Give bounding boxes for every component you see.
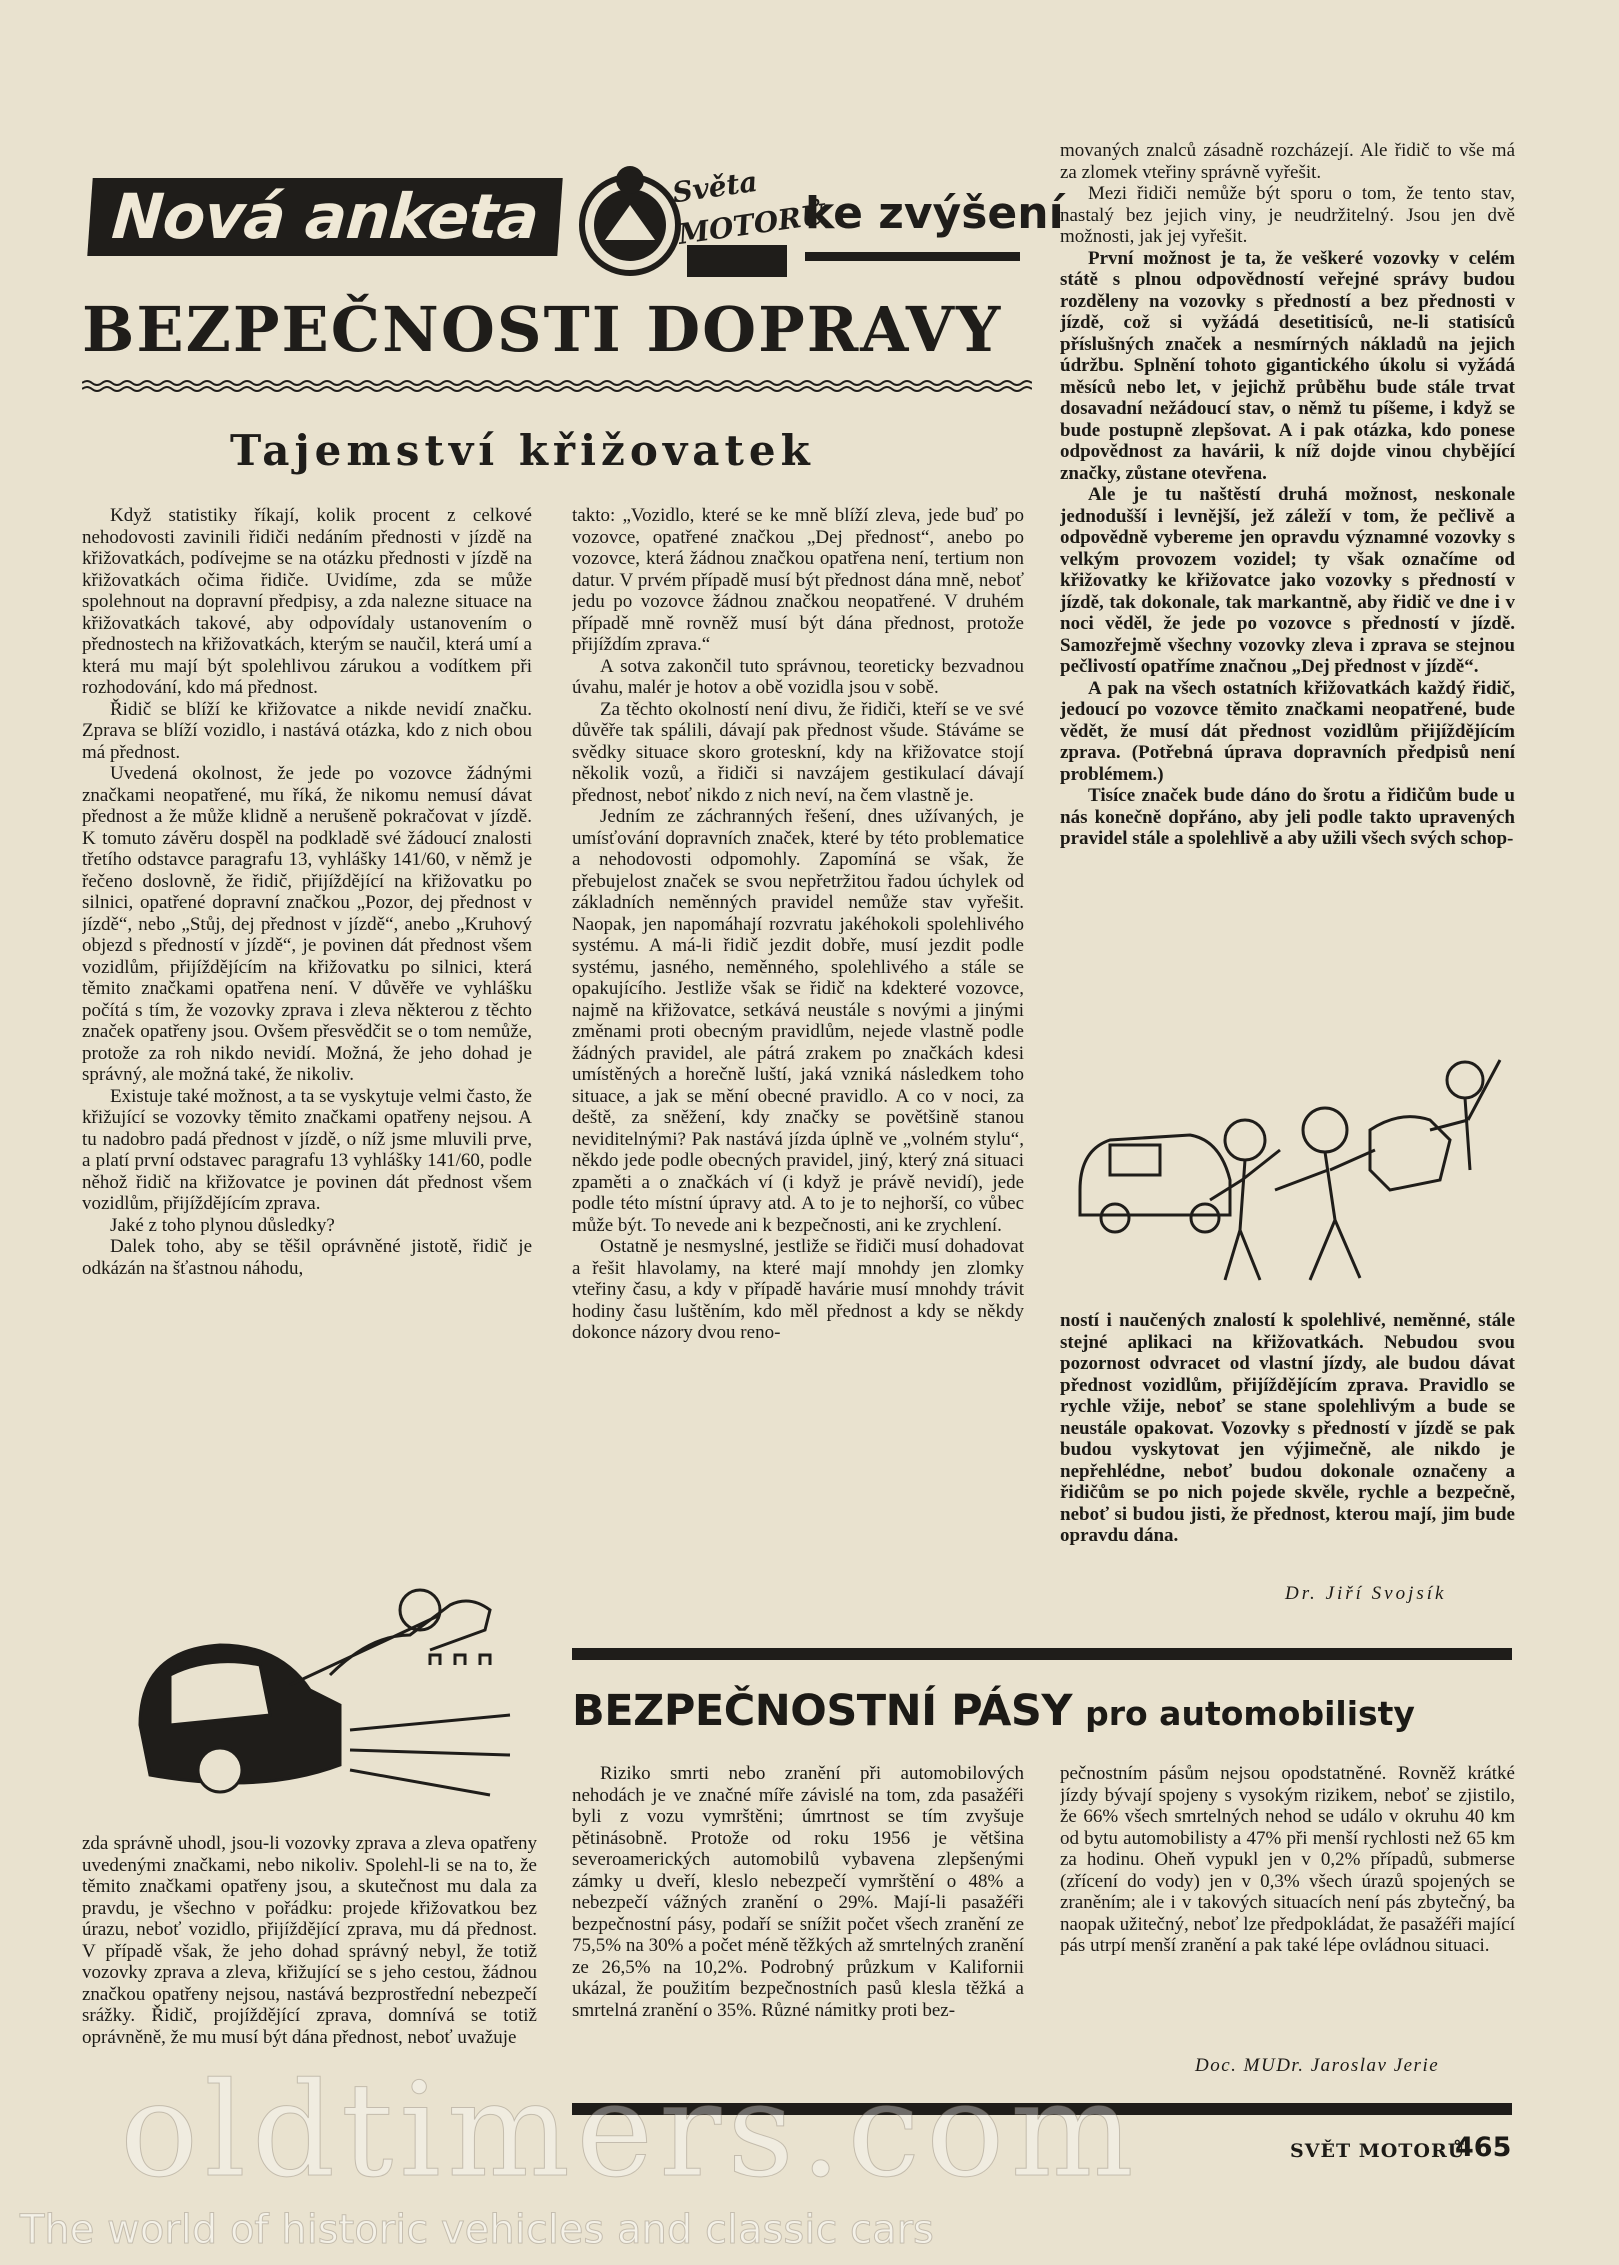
article1-column-3b	[1060, 1310, 1515, 1560]
paragraph: První možnost je ta, že veškeré vozovky v celém státě s plnou odpovědností veřejné správy budou rozděleny na vozovky s předností a bez přednosti v jízdě, což si vyžádá desetitisíců, ne-li statisíců příslušných značek a nesmírných nákladů na jejich údržbu. Splnění tohoto gigantického úkolu si vyžádá měsíců nebo let, v jejichž průběhu bude stále trvat dosavadní nežádoucí stav, o němž tu píšeme, i když se bude postupně zlepšovat. A i pak otázka, kdo ponese odpovědnost za havárii, k níž dojde vinou chybějící značky, zůstane otevřena.	[1060, 247, 1515, 484]
watermark-tagline: The world of historic vehicles and classic cars	[20, 2207, 934, 2253]
paragraph: movaných znalců zásadně rozcházejí. Ale řidič to vše má za zlomek vteřiny správně vyřešit.	[1060, 140, 1515, 183]
main-title: BEZPEČNOSTI DOPRAVY	[82, 293, 1003, 366]
article2-column-2	[1060, 1763, 1515, 2053]
paragraph: Za těchto okolností není divu, že řidiči, kteří se ve své důvěře tak spálili, dávají pak přednost všude. Stáváme se svědky situace skoro groteskní, kdy na křižovatce stojí několik vozů, a řidiči si navzájem gestikulací dávají přednost, neboť nikdo z nich neví, na čem vlastně je.	[572, 698, 1024, 806]
paragraph: Jedním ze záchranných řešení, dnes užívaných, je umísťování dopravních značek, které by této problematice a nehodovosti odpomohly. Zapomíná se však, že přebujelost značek se svou nepřetržitou řadou úchylek od základních neměnných pravidel nemůže stav vyřešit. Naopak, jen napomáhají rozvratu jakéhokoli spolehlivého systému. A má-li řidič jezdit dobře, musí jezdit podle systému, jasného, neměnného, spolehlivého a stále se opakujícího. Jestliže však se řidič na kdekteré vozovce, najmě na křižovatce, setkává neustále s novými a jinými změnami proti obecným pravidlům, nejede vlastně podle žádných pravidel, ale pátrá zrakem po značkách kdesi umístěných a horečně luští, jaká vzniká následkem toho situace, a jak se mění obecné pravidlo. A co v noci, za deště, za sněžení, kdy značky se povětšině stanou neviditelnými? Pak nastává jízda úplně ve „volném stylu“, někdo jede podle obecných pravidel, jiný, který zná situaci zpaměti a o značkách ví (i když je právě nevidí), jede podle této místní úpravy atd. A to je to nejhorší, co vůbec může být. To nevede ani k bezpečnosti, ani ke zrychlení.	[572, 806, 1024, 1236]
paragraph: Uvedená okolnost, že jede po vozovce žádnými značkami neopatřené, mu říká, že nikomu nemusí dávat přednost a že může klidně a nerušeně pokračovat v jízdě. K tomuto závěru dospěl na podkladě své žádoucí znalosti třetího odstavce paragrafu 13, vyhlášky 141/60, v němž je řečeno doslovně, že řidič, přijíždějící na křižovatku po silnici, opatřené dopravní značkou „Pozor, dej přednost v jízdě“, nebo „Stůj, dej přednost v jízdě“, anebo „Kruhový objezd s předností v jízdě“, je povinen dát přednost všem vozidlům, přijíždějícím na křižovatku po silnici, která těmito značkami opatřena není. V důvěře ve vyhlášku počítá s tím, že vozovky zprava i zleva některou z těchto značek opatřeny jsou. Ovšem přesvědčit se o tom nemůže, protože za roh nikdo nevidí. Možná, že jeho dohad je správný, ale možná také, že nikoliv.	[82, 763, 532, 1085]
paragraph: Riziko smrti nebo zranění při automobilových nehodách je ve značné míře závislé na tom, zda pasažéři byli z vozu vymrštěni; úmrtnost se tím zvyšuje pětinásobně. Protože od roku 1956 je většina severoamerických automobilů vybavena zlepšenými zámky u dveří, kleslo nebezpečí vymrštění o 48% a nebezpečí vážných zranění o 29%. Mají-li pasažéři bezpečnostní pásy, podaří se snížit počet všech zranění ze 75,5% na 30% a počet méně těžkých až smrtelných zranění ze 26,5% na 10,2%. Podrobný průzkum v Kalifornii ukázal, že použitím bezpečnostních pasů klesla těžká a smrtelná zranění o 35%. Různé námitky proti bez-	[572, 1763, 1024, 2021]
banner-nova-anketa	[87, 178, 562, 256]
paragraph: takto: „Vozidlo, které se ke mně blíží zleva, jede buď po vozovce, opatřené značkou „Dej přednost“, anebo po vozovce, která žádnou značkou opatřena není, tertium non datur. V prvém případě musí být přednost dána mně, neboť jedu po vozovce žádnou značkou neopatřené. V druhém případě mně rovněž musí být dána přednost, protože přijíždím zprava.“	[572, 505, 1024, 655]
paragraph: ností i naučených znalostí k spolehlivé, neměnné, stále stejné aplikaci na křižovatkách. Nebudou svou pozornost odvracet od vlastní jízdy, ale budou dávat přednost vozidlům, přijíždějícím zprava. Pravidlo se rychle vžije, neboť se stane spolehlivým a bude se neustále opakovat. Vozovky s předností v jízdě se pak budou vyskytovat jen výjimečně, ale nikdo je nepřehlédne, neboť budou dokonale označeny a řidičům se po nich pojede skvěle, rychle a bezpečně, neboť si budou jisti, že přednost, kterou mají, jim bude opravdu dána.	[1060, 1310, 1515, 1546]
paragraph: Dalek toho, aby se těšil oprávněné jistotě, řidič je odkázán na šťastnou náhodu,	[82, 1236, 532, 1279]
article1-column-3	[1060, 140, 1515, 1010]
article2-title	[572, 1685, 1522, 1740]
paragraph: A sotva zakončil tuto správnou, teoreticky bezvadnou úvahu, malér je hotov a obě vozidla jsou v sobě.	[572, 655, 1024, 698]
logo-text: Světa MOTORŮ	[670, 164, 828, 251]
cartoon-drivers-illustration	[1070, 1040, 1510, 1290]
article2-column-1	[572, 1763, 1024, 2083]
paragraph: Existuje také možnost, a ta se vyskytuje velmi často, že křižující se vozovky těmito značkami opatřeny nejsou. A tu nadobro padá přednost v jízdě, o níž jsme mluvili prve, a platí první odstavec paragrafu 13 vyhlášky 141/60, podle něhož řidič na křižovatce je povinen dát přednost všem vozidlům, přijíždějícím zprava.	[82, 1085, 532, 1214]
article2-title-main: BEZPEČNOSTNÍ PÁSY	[572, 1686, 1073, 1736]
article2-top-rule	[572, 1648, 1512, 1660]
article2-author-signature: Doc. MUDr. Jaroslav Jerie	[1195, 2055, 1440, 2076]
article1-column-1	[82, 505, 532, 1508]
svet-motoru-logo	[575, 150, 828, 285]
watermark-large: oldtimers.com	[120, 2054, 1140, 2206]
cartoon-car-illustration	[110, 1555, 520, 1825]
page-number: 465	[1455, 2132, 1512, 2163]
footer-magazine-name: SVĚT MOTORŮ	[1290, 2140, 1466, 2162]
article-title: Tajemství křižovatek	[230, 426, 815, 475]
paragraph: Ale je tu naštěstí druhá možnost, neskonale jednodušší i levnější, jež záleží v tom, že pečlivě a odpovědně vybereme jen opravdu významné vozovky s velkým provozem vozidel; ty však označíme od křižovatky ke křižovatce jako vozovky s předností v jízdě, tak dokonale, tak markantně, aby řidič ve dne i v noci věděl, že jede po vozovce s předností v jízdě. Samozřejmě všechny vozovky zleva i zprava se stejnou pečlivostí opatříme značnou „Dej přednost v jízdě“.	[1060, 484, 1515, 677]
paragraph: A pak na všech ostatních křižovatkách každý řidič, jedoucí po vozovce těmito značkami neopatřené, bude vědět, že musí dát přednost vozidlům přijíždějícím zprava. (Potřebná úprava dopravních předpisů není problémem.)	[1060, 677, 1515, 785]
paragraph: Mezi řidiči nemůže být sporu o tom, že tento stav, nastalý bez jejich viny, je neudržitelný. Jsou jen dvě možnosti, jak jej vyřešit.	[1060, 183, 1515, 247]
paragraph: Řidič se blíží ke křižovatce a nikde nevidí značku. Zprava se blíží vozidlo, i nastává otázka, kdo z nich obou má přednost.	[82, 698, 532, 763]
banner-left-text: Nová anketa	[109, 180, 541, 253]
paragraph: Když statistiky říkají, kolik procent z celkové nehodovosti zavinili řidiči nedáním přednosti v jízdě na křižovatkách, podívejme se na otázku přednosti v jízdě na křižovatkách očima řidiče. Uvidíme, zda se může spolehnout na dopravní předpisy, a zda nalezne situace na křižovatkách takové, aby odpovídaly ustanovením o přednostech na křižovatkách, kterým se naučil, která umí a která mu mají být spolehlivou zárukou a vodítkem při rozhodování, kdo má přednost.	[82, 505, 532, 698]
article2-title-sub: pro automobilisty	[1085, 1694, 1415, 1733]
paragraph: Jaké z toho plynou důsledky?	[110, 1214, 335, 1236]
author-signature: Dr. Jiří Svojsík	[1285, 1583, 1447, 1604]
article1-column-2	[572, 505, 1024, 1605]
banner-right-text: ke zvýšení	[805, 188, 1064, 239]
paragraph: pečnostním pásům nejsou opodstatněné. Rovněž krátké jízdy bývají spojeny s vysokým rizikem, neboť se zjistilo, že 66% všech smrtelných nehod se událo v okruhu 40 km od bytu automobilisty a 47% při menší rychlosti než 65 km za hodinu. Oheň vypukl jen v 0,2% případů, submerse (zřícení do vody) jen v 0,3% všech úrazů spojených se zraněním; ale i v takových situacích není pás zbytečný, ba naopak užitečný, neboť lze předpokládat, že pasažéři mající pás utrpí menší zranění a pak také lépe ovládnou situaci.	[1060, 1763, 1515, 1956]
paragraph: Ostatně je nesmyslné, jestliže se řidiči musí dohadovat a řešit hlavolamy, na které mají mnohdy jen zlomky vteřiny času, a kdy v případě havárie musí mnohdy trávit hodiny času luštěním, kdo měl přednost a kdy se někdy dokonce názory dvou reno-	[572, 1236, 1024, 1343]
paragraph: Tisíce značek bude dáno do šrotu a řidičům bude u nás konečně dopřáno, aby jeli podle takto upravených pravidel stále a spolehlivě a aby užili všech svých schop-	[1060, 785, 1515, 849]
paragraph: zda správně uhodl, jsou-li vozovky zprava a zleva opatřeny uvedenými značkami, nebo nikoliv. Spolehl-li se na to, že těmito značkami opatřeny jsou, a skutečnost mu dala za pravdu, je všechno v pořádku: projede křižovatkou bez úrazu, neboť vozidlo, přijíždějící zprava, mu dá přednost. V případě však, že jeho dohad správný nebyl, že totiž vozovky zprava a zleva, křižující se s jeho cestou, žádnou značkou opatřeny nejsou, nastává bezprostřední nebezpečí srážky. Řidič, projíždějící zprava, domnívá se totiž oprávněně, že mu musí být dána přednost, neboť uvažuje	[82, 1833, 537, 2048]
wavy-divider	[82, 378, 1032, 392]
banner-right-underline	[805, 252, 1020, 261]
